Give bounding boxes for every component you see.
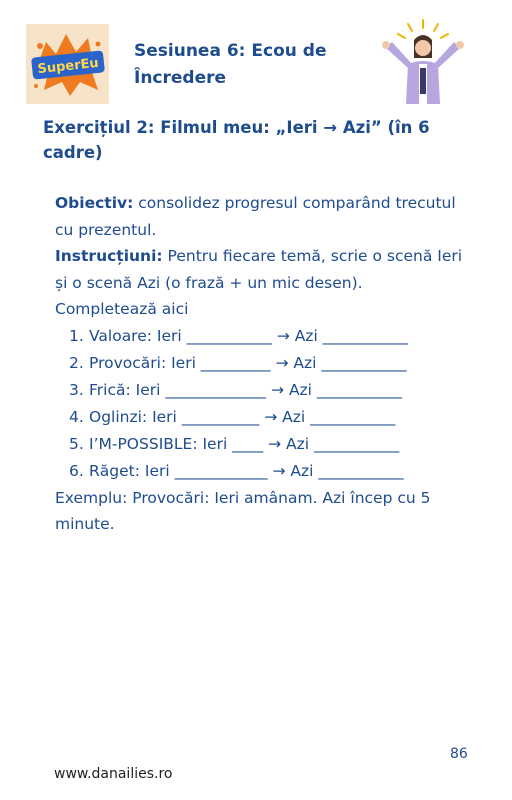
task-item[interactable] bbox=[55, 458, 475, 485]
task-item[interactable] bbox=[55, 404, 475, 431]
objective-text: consolidez progresul comparând trecutul cu prezentul. bbox=[55, 194, 456, 239]
example-paragraph: Exemplu: Provocări: Ieri amânam. Azi încep cu 5 minute. bbox=[55, 488, 431, 533]
objective-label: Obiectiv: bbox=[55, 194, 134, 212]
task-number: 5. bbox=[69, 434, 84, 453]
website-link[interactable]: www.danailies.ro bbox=[54, 766, 173, 782]
logo-text: SuperEu bbox=[36, 55, 100, 78]
objective-paragraph bbox=[55, 190, 475, 243]
task-text: Răget: Ieri ____________ → Azi ___________ bbox=[89, 461, 404, 480]
task-number: 2. bbox=[69, 353, 84, 372]
task-number: 1. bbox=[69, 326, 84, 345]
task-item[interactable] bbox=[55, 377, 475, 404]
exercise-content bbox=[55, 190, 475, 538]
task-item[interactable] bbox=[55, 431, 475, 458]
task-number: 4. bbox=[69, 407, 84, 426]
superu-logo bbox=[26, 24, 109, 104]
task-item[interactable] bbox=[55, 350, 475, 377]
instructions-label: Instrucțiuni: bbox=[55, 247, 163, 265]
task-text: Provocări: Ieri _________ → Azi ___________ bbox=[89, 353, 407, 372]
task-text: Oglinzi: Ieri __________ → Azi ___________ bbox=[89, 407, 396, 426]
exercise-title: Exercițiul 2: Filmul meu: „Ieri → Azi” (în 6 cadre) bbox=[43, 118, 430, 162]
session-title: Sesiunea 6: Ecou de Încredere bbox=[134, 41, 327, 88]
task-number: 3. bbox=[69, 380, 84, 399]
celebrating-person-illustration bbox=[378, 18, 468, 108]
page-number: 86 bbox=[450, 746, 468, 762]
task-list bbox=[55, 323, 475, 485]
complete-here-label: Completează aici bbox=[55, 300, 189, 318]
task-text: I’M-POSSIBLE: Ieri ____ → Azi ___________ bbox=[89, 434, 400, 453]
task-text: Frică: Ieri _____________ → Azi ___________ bbox=[89, 380, 403, 399]
task-number: 6. bbox=[69, 461, 84, 480]
instructions-paragraph bbox=[55, 243, 475, 296]
task-item[interactable] bbox=[55, 323, 475, 350]
instructions-text: Pentru fiecare temă, scrie o scenă Ieri și o scenă Azi (o frază + un mic desen). bbox=[55, 247, 463, 292]
task-text: Valoare: Ieri ___________ → Azi ___________ bbox=[89, 326, 408, 345]
